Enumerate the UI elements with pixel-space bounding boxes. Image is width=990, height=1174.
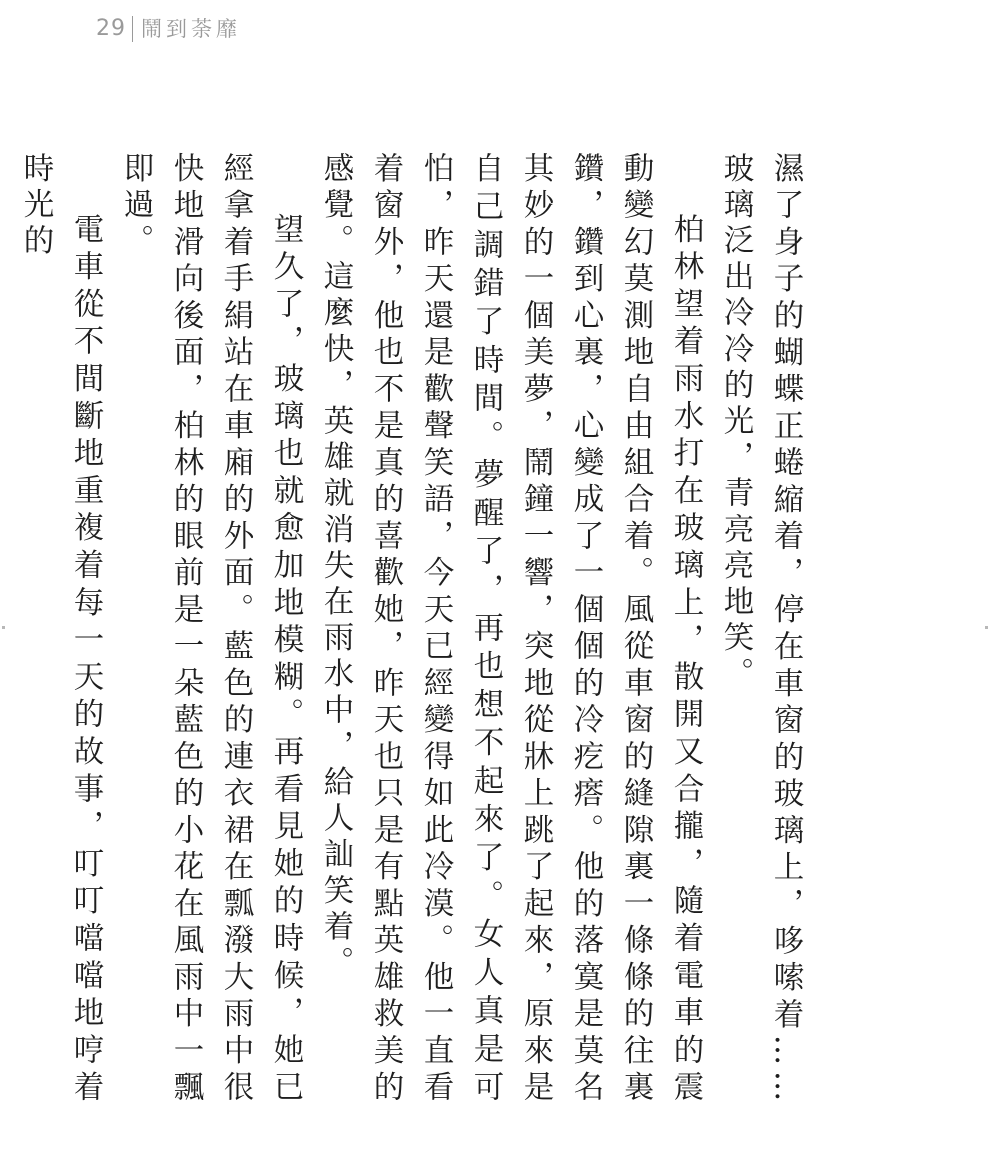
header-divider [132,16,133,42]
right-edge-mark [985,626,988,629]
left-edge-mark [2,626,5,629]
paragraph-3: 望久了，玻璃也就愈加地模糊。再看見她的時候，她已經拿着手絹站在車廂的外面。藍色的連衣裙在瓢潑大雨中很快地滑向後面，柏林的眼前是一朵藍色的小花在風雨中一飄即過。 [118,152,303,1107]
paragraph-4: 電車從不間斷地重複着每一天的故事，叮叮噹噹地哼着時光的 [18,152,103,1107]
book-title: 鬧到荼靡 [141,16,241,41]
paragraph-2: 柏林望着雨水打在玻璃上，散開又合攏，隨着電車的震動變幻莫測地自由組合着。風從車窗的縫隙裏一條條的往裏鑽，鑽到心裏，心變成了一個個的冷疙瘩。他的落寞是莫名其妙的一個美夢，鬧鐘一響，突地從牀上跳了起來，原來是自己調錯了時間。夢醒了，再也想不起來了。女人真是可怕，昨天還是歡聲笑語，今天已經變得如此冷漠。他一直看着窗外，他也不是真的喜歡她，昨天也只是有點英雄救美的感覺。這麼快，英雄就消失在雨水中，給人訕笑着。 [318,152,703,1107]
page-number: 29 [96,16,126,41]
vertical-text-body [18,152,810,1107]
paragraph-1: 濕了身子的蝴蝶正蜷縮着，停在車窗的玻璃上，哆嗦着……玻璃泛出冷冷的光，青亮亮地笑。 [718,152,803,1107]
running-header [96,12,241,46]
